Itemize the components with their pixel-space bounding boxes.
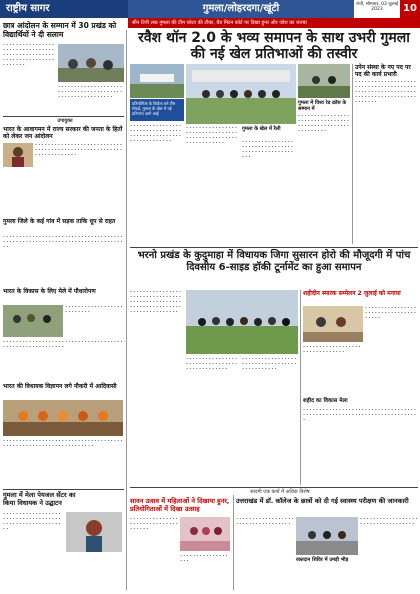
- middle-body-col3: • • • • • • • • • • • • • • • • • • • • • • • • • • • • • • • • • • • • • • • • • • • • •: [242, 357, 297, 371]
- left-story1-headline: छात्र आंदोलन के सम्मान में 30 प्रखंड को विद्यार्थियों ने दी सलाम: [3, 21, 117, 39]
- bottom-label: रक्तदान शिविर में उमड़ी भीड़: [296, 557, 349, 563]
- left-story4-photo: [3, 305, 63, 337]
- right-story1-body: • • • • • • • • • • • • • • • • • • • • • • • • • • • • • • • • • • • • • • • • • • • • • • • • • • • • • • • • • • • • • • • • • • • • • • • • • • • • • • • • • • •: [355, 80, 416, 104]
- page-number: 10: [400, 0, 420, 18]
- newspaper-name: राष्ट्रीय सागर: [0, 0, 128, 18]
- lead-headline: रवैश थॉन 2.0 के भव्य समापन के साथ उभरी गुमला की नई खेल प्रतिभाओं की तस्वीर: [138, 30, 410, 62]
- lead-photo-3: [298, 64, 350, 98]
- middle-photo-main: [186, 290, 298, 354]
- left-bottom-headline: गुमला में मेला पेयजल सेंटर का किया विधायक ने उद्घाटन: [3, 491, 76, 507]
- lead-body-col1: • • • • • • • • • • • • • • • • • • • • • • • • • • • • • • • • • • • • • • • • • • • • • • • • • • • • • • • • • • • • •: [130, 124, 182, 143]
- column-rule: [352, 64, 353, 244]
- left-story2-body: • • • • • • • • • • • • • • • • • • • • • • • • • • • • • • • • • • • • • • • • • • • • • • • • • • • • • • • • • • • • • • • • • • •: [35, 143, 122, 157]
- lead-body-col3: • • • • • • • • • • • • • • • • • • • • • • • • • • • • • • • • • • • • • • • • • • • • • • • • • • •: [242, 140, 294, 159]
- right-story2-headline: शहीदीन स्मारक सम्मेलन 2 जुलाई को मनाया: [303, 290, 401, 297]
- bottom-headline-1: सावन उत्सव में महिलाओं ने दिखाया हुनर, प्रतियोगिताओं में दिखा उत्साह: [130, 497, 230, 513]
- bottom1-photo: [180, 517, 230, 551]
- bottom1-body-col2: • • • • • • • • • • • • • • • • • •: [180, 554, 228, 563]
- left-story4-headline: भारत के विकास के लिए मेले में पौधारोपण: [3, 288, 96, 295]
- lead-photo-1: [130, 64, 184, 98]
- divider: [3, 489, 124, 490]
- middle-body-col2: • • • • • • • • • • • • • • • • • • • • • • • • • • • • • • • • • • • • • • • • • • • • •: [186, 357, 238, 371]
- left-story5-photo: [3, 400, 123, 436]
- middle-col4-headline: गुमला के खेल में रैली: [242, 126, 281, 132]
- left-story4-body: • • • • • • • • • • • • • • • • • • • • • • • • • •: [65, 305, 123, 314]
- column-rule: [126, 30, 127, 590]
- middle-body-col1: • • • • • • • • • • • • • • • • • • • • • • • • • • • • • • • • • • • • • • • • • • • • • • • • • • • • • • • • • • • • • • • • • • • • • • • • • • • • • • •: [130, 290, 182, 314]
- lead-body-col2: • • • • • • • • • • • • • • • • • • • • • • • • • • • • • • • • • • • • • • • • • • • • • • • • • • • • • • • • • • • •: [186, 126, 238, 145]
- left-bottom-body: • • • • • • • • • • • • • • • • • • • • • • • • • • • • • • • • • • • • • • • • • • • • • • • • • • • • • • • •: [3, 512, 61, 531]
- section-label: उपायुक्त: [57, 118, 73, 124]
- left-story2-photo: [3, 143, 33, 167]
- news-ticker: सीन टिनी लक गुमला की टीम प्लेटर की टीका, बैड मिंटन कोर्ट पर दिखा हुनर और जोश का जज्बा: [128, 18, 420, 28]
- left-story4-body-2: • • • • • • • • • • • • • • • • • • • • • • • • • • • • • • • • • • • • • • • • • • • • • • • • • • • • • • • •: [3, 340, 123, 349]
- right-story2-photo: [303, 306, 363, 342]
- lead-body-col4: • • • • • • • • • • • • • • • • • • • • • • • • • • • • • • • • • • • • • • • • • • • • • • • • • • • • • • • • •: [298, 114, 350, 133]
- middle-headline: भरनो प्रखंड के कुदुमाहा में विधायक जिगा सुसारन होरो की मौजूदगी में पांच दिवसीय 6-साइड हॉकी टूर्नामेंट का हुआ समापन: [137, 250, 411, 273]
- column-rule: [233, 495, 234, 590]
- right-story3-body: • • • • • • • • • • • • • • • • • • • • • • • • • • • • • • • • • • • • • • • • • • • • • • • • • • • • • • • • • • • • • • • • • • • • • • •: [303, 408, 417, 422]
- left-story5-headline: भारत की विधायक विज्ञापन लगे नौकरी में आदिवासी: [3, 383, 117, 390]
- divider: [130, 247, 418, 248]
- bottom-headline-2: उत्तराखंड में डॉ. कॉलेज के छात्रों को दी गई स्वास्थ्य परीक्षण की जानकारी: [236, 497, 409, 505]
- right-story2-body: • • • • • • • • • • • • • • • • • • • • • • • • • • • • • • • • • • • • •: [365, 306, 417, 320]
- divider: [130, 487, 418, 488]
- middle-col3-headline: गुमला में विश्व रेड क्रॉस के सम्मान में: [298, 100, 347, 112]
- lead-photo-main: [186, 64, 296, 124]
- right-story2-body-2: • • • • • • • • • • • • • • • • • • • • • • • • • • • • • • •: [303, 345, 361, 354]
- left-story1-photo: [58, 44, 124, 82]
- date-line: रांची, सोमवार, 03 जुलाई 2023: [355, 2, 399, 12]
- lead-highlight-box: प्रतियोगिता के विजेता बने टीम सेफर्ड, गुमला के खेल में नई प्रतिभाएं आगे आईं: [130, 99, 184, 121]
- right-label: सादगी एक कार्य में अधिक विशेष: [250, 489, 310, 495]
- bottom1-body-col1: • • • • • • • • • • • • • • • • • • • • • • • • • • • • • • • • • • • •: [130, 517, 178, 531]
- left-story1-body: • • • • • • • • • • • • • • • • • • • • • • • • • • • • • • • • • • • • • • • • • • • • • • • • • • • • • • • • • • • • • • • • • • • • • • •: [3, 43, 55, 67]
- right-story3-headline: शहीद का विकास मेला: [303, 398, 348, 404]
- right-story1-headline: उपेन संस्था के नए पद पर पद की कार्य प्रभारी: [355, 64, 411, 78]
- left-story5-body: • • • • • • • • • • • • • • • • • • • • • • • • • • • • • • • • • • • • • • • • • • • • • • • • • • • • • • • • • • • • • • • • •: [3, 439, 123, 448]
- left-story3-body: • • • • • • • • • • • • • • • • • • • • • • • • • • • • • • • • • • • • • • • • • • • • • • • • • • • • • • • • • • • • • • • • • • • • • • • • • • • •: [3, 235, 123, 249]
- column-rule: [300, 290, 301, 485]
- section-title: गुमला/लोहरदगा/खूंटी: [128, 0, 354, 18]
- divider: [3, 116, 124, 117]
- left-bottom-photo: [66, 512, 122, 552]
- left-story2-headline: भारत के आवागमन में राज्य सरकार की जनता के हितों को लेकर जन आंदोलन: [3, 126, 123, 140]
- bottom2-body-col3: • • • • • • • • • • • • • • • • • • • • • • • • • • • • • • • • • • •: [360, 517, 418, 526]
- bottom2-photo: [296, 517, 358, 555]
- left-story3-headline: गुमला जिले के कई गांव में सड़क ताकि धूप से राहत: [3, 218, 116, 225]
- left-story1-body-2: • • • • • • • • • • • • • • • • • • • • • • • • • • • • • • • • • • • • • • • • • • • • • • • • • • • • • • • • •: [58, 85, 123, 99]
- bottom2-body-col1: • • • • • • • • • • • • • • • • • • • • • • • • • • • • • • • • • • •: [236, 517, 294, 526]
